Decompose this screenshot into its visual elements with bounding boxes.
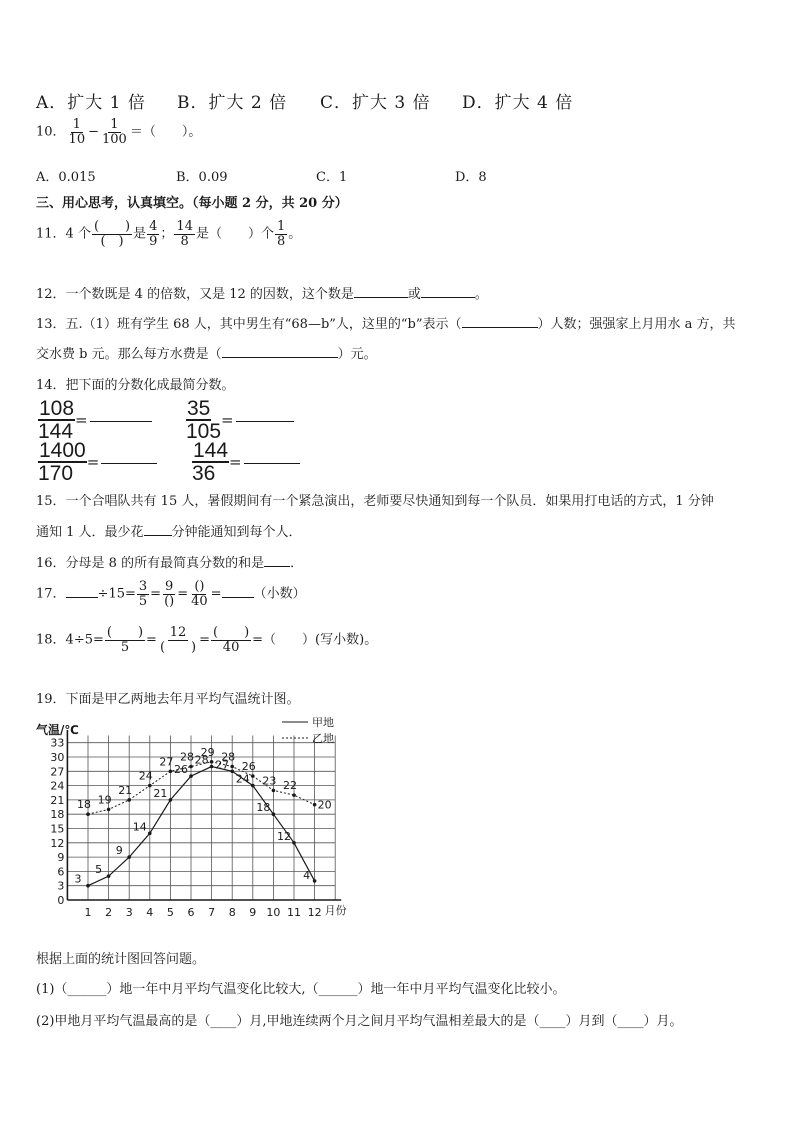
data-point	[86, 812, 90, 816]
q13-blank-2[interactable]	[222, 345, 338, 358]
x-tick-label: 11	[287, 906, 301, 919]
data-point	[107, 808, 111, 812]
q15-blank[interactable]	[144, 523, 172, 536]
data-point	[189, 765, 193, 769]
q13-text-1b: ）人数；强强家上月用水 a 方，共	[537, 317, 736, 332]
question-12	[36, 283, 488, 302]
q11-f1-den: 9	[149, 233, 158, 249]
q11-f2-num: 14	[176, 219, 193, 234]
q10-number: 10．	[36, 124, 66, 140]
data-point	[251, 774, 255, 778]
data-point	[313, 879, 317, 883]
q11-f2-den: 8	[180, 233, 189, 249]
q14-f3-num: 1400	[39, 439, 86, 462]
sub-question-1: (1)（______）地一年中月平均气温变化比较大,（______）地一年中月平均气温变化比较小。	[36, 982, 566, 997]
data-label: 26	[174, 763, 188, 777]
question-13-line-2	[36, 343, 377, 362]
q14-answer-line-3[interactable]	[87, 453, 158, 471]
q17-f3-num: ()	[194, 579, 205, 594]
q14-fraction-108-144	[38, 398, 75, 442]
question-19: 19．下面是甲乙两地去年月平均气温统计图。	[36, 692, 300, 707]
temperature-line-chart	[34, 712, 364, 934]
q12-or: 或	[407, 287, 421, 302]
data-label: 12	[277, 829, 291, 843]
q14-fraction-35-105	[186, 398, 221, 442]
y-tick-label: 18	[50, 808, 65, 822]
data-label: 28	[180, 750, 194, 764]
q13-text-2b: ）元。	[337, 347, 377, 362]
data-point	[313, 803, 317, 807]
data-point	[210, 765, 214, 769]
x-tick-label: 2	[105, 906, 113, 919]
x-tick-label: 6	[187, 906, 195, 919]
answer-intro: 根据上面的统计图回答问题。	[36, 952, 206, 967]
y-tick-label: 12	[50, 836, 65, 850]
q18-f1-num: ( )	[106, 625, 144, 640]
q18-eq-1: =	[146, 632, 157, 648]
q14-f1-num: 108	[39, 397, 75, 420]
q11-fraction-1-8	[275, 220, 287, 248]
x-tick-label: 1	[84, 906, 92, 919]
q10-fraction-1	[67, 118, 88, 146]
data-point	[230, 765, 234, 769]
data-point	[210, 760, 214, 764]
q10-option-c: C．1	[316, 170, 348, 185]
q14-eq-4: =	[229, 453, 242, 471]
x-tick-label: 12	[307, 906, 322, 919]
q17-eq-2: =	[177, 586, 189, 602]
q18-fraction-5	[105, 626, 145, 654]
data-point	[148, 784, 152, 788]
data-label: 4	[303, 868, 311, 882]
q14-f2-num: 35	[187, 397, 211, 420]
q18-fraction-40	[211, 626, 251, 654]
q17-f3-den: 40	[191, 593, 208, 609]
data-label: 24	[235, 772, 250, 786]
y-tick-label: 0	[57, 894, 65, 907]
data-point	[169, 798, 173, 802]
q17-end: （小数）	[253, 586, 306, 602]
question-18	[36, 626, 377, 654]
q17-f1-den: 5	[138, 593, 148, 609]
data-label: 21	[118, 783, 133, 797]
q10-fraction-2	[100, 118, 129, 146]
q18-f3-num: ( )	[213, 625, 250, 640]
q18-f2-den: ( )	[159, 639, 197, 655]
data-label: 14	[132, 820, 147, 834]
q14-eq-1: =	[75, 411, 88, 429]
q14-eq-2: =	[221, 411, 234, 429]
q11-blank-num: ( )	[93, 219, 131, 234]
data-point	[272, 812, 276, 816]
q10-minus: −	[88, 124, 99, 140]
q11-f3-num: 1	[276, 219, 286, 234]
y-tick-label: 15	[50, 822, 65, 836]
question-14: 14．把下面的分数化成最简分数。	[36, 378, 235, 393]
q18-f2-num: 12	[169, 625, 187, 640]
q11-fraction-14-8	[174, 220, 195, 248]
q17-f2-num: 9	[165, 579, 174, 594]
y-tick-label: 30	[50, 751, 65, 764]
q9-option-c: C．扩大 3 倍	[320, 93, 431, 113]
q14-fraction-144-36	[192, 440, 229, 484]
q11-mid: 是（ ）个	[195, 226, 274, 242]
data-label: 24	[138, 769, 153, 783]
q17-fraction-9	[162, 580, 176, 608]
data-point	[127, 798, 131, 802]
data-point	[86, 884, 90, 888]
question-17	[36, 580, 306, 608]
q17-blank-1[interactable]	[66, 585, 98, 598]
y-tick-label: 27	[50, 765, 65, 779]
data-label: 23	[262, 774, 277, 788]
q10-f2-den: 100	[102, 131, 127, 147]
q17-div: ÷15=	[97, 586, 136, 602]
question-10	[36, 118, 201, 146]
y-tick-label: 24	[50, 779, 65, 793]
q11-f3-den: 8	[276, 233, 286, 249]
x-tick-label: 5	[166, 906, 174, 919]
question-13-line-1	[36, 313, 736, 332]
q11-blank-den: ( )	[100, 233, 124, 249]
y-tick-label: 21	[50, 793, 65, 807]
data-label: 28	[194, 753, 209, 767]
legend-label: 甲地	[312, 716, 334, 729]
legend-label: 乙地	[312, 732, 334, 745]
y-tick-label: 6	[57, 865, 65, 879]
q11-f1-num: 4	[149, 219, 158, 234]
q14-item-1	[38, 398, 152, 442]
question-15-line-1: 15．一个合唱队共有 15 人，暑假期间有一个紧急演出，老师要尽快通知到每一个队员．如果用打电话的方式，1 分钟	[36, 494, 714, 509]
data-label: 27	[215, 758, 230, 772]
q17-fraction-3-5	[137, 580, 149, 608]
q11-end: 。	[288, 226, 302, 242]
q18-end: =（ ）(写小数)。	[252, 632, 378, 648]
q17-f1-num: 3	[138, 579, 148, 594]
q18-eq-2: =	[199, 632, 210, 648]
data-label: 19	[97, 793, 112, 807]
q10-f1-den: 10	[68, 131, 86, 147]
sub-question-2: (2)甲地月平均气温最高的是（____）月,甲地连续两个月之间月平均气温相差最大的是（____）月到（____）月。	[36, 1014, 683, 1029]
q9-option-b: B．扩大 2 倍	[177, 93, 288, 113]
q13-text-1a: 13．五.（1）班有学生 68 人，其中男生有“68—b”人，这里的“b”表示（	[36, 317, 462, 332]
y-tick-label: 9	[57, 851, 65, 865]
q11-fraction-4-9	[147, 220, 159, 248]
q14-f4-den: 36	[192, 462, 216, 485]
q12-end: 。	[474, 287, 488, 302]
data-label: 21	[153, 786, 168, 800]
x-tick-label: 9	[249, 906, 257, 919]
q18-prefix: 18．4÷5=	[36, 632, 104, 648]
q17-number: 17．	[36, 586, 66, 602]
q17-blank-2[interactable]	[222, 585, 254, 598]
q11-sep: ；	[160, 226, 174, 242]
q14-answer-line-2[interactable]	[221, 411, 294, 429]
data-label: 28	[221, 750, 236, 764]
q9-option-d: D．扩大 4 倍	[462, 93, 574, 113]
y-tick-label: 33	[50, 736, 65, 750]
data-point	[148, 831, 152, 835]
data-label: 9	[115, 844, 123, 858]
question-16	[36, 552, 303, 571]
question-11	[36, 220, 301, 248]
data-point	[251, 784, 255, 788]
q10-f2-num: 1	[110, 117, 119, 132]
x-tick-label: 3	[125, 906, 133, 919]
section-3-header: 三、用心思考，认真填空。（每小题 2 分，共 20 分）	[36, 196, 348, 211]
y-tick-label: 3	[57, 879, 65, 893]
data-label: 3	[74, 872, 82, 886]
data-point	[292, 841, 296, 845]
q10-f1-num: 1	[72, 117, 81, 132]
q14-f1-den: 144	[38, 420, 74, 443]
q16-text: 16．分母是 8 的所有最简真分数的和是	[36, 556, 265, 571]
x-axis-label: 月份	[324, 904, 347, 917]
data-point	[292, 793, 296, 797]
q9-option-a: A．扩大 1 倍	[36, 93, 146, 113]
data-point	[107, 874, 111, 878]
q11-is: 是	[133, 226, 147, 242]
q12-blank-2[interactable]	[421, 285, 475, 298]
q14-answer-line-1[interactable]	[75, 411, 152, 429]
q17-f2-den: ()	[164, 593, 175, 609]
q11-blank-fraction	[92, 220, 132, 248]
x-tick-label: 8	[228, 906, 236, 919]
q16-end: ．	[290, 556, 304, 571]
data-label: 18	[77, 798, 91, 812]
q18-fraction-12	[158, 626, 198, 654]
q14-item-2	[186, 398, 294, 442]
data-label: 18	[256, 801, 271, 815]
q17-eq-1: =	[150, 586, 162, 602]
data-point	[169, 770, 173, 774]
q10-option-d: D．8	[455, 170, 487, 185]
data-point	[272, 789, 276, 793]
q15-text-a: 通知 1 人．最少花	[36, 525, 144, 540]
y-axis-label: 气温/℃	[36, 723, 79, 737]
q13-blank-1[interactable]	[462, 315, 538, 328]
data-label: 20	[317, 798, 332, 812]
data-label: 26	[241, 760, 256, 774]
q12-text: 12．一个数既是 4 的倍数，又是 12 的因数，这个数是	[36, 287, 354, 302]
question-15-line-2	[36, 521, 302, 540]
q17-fraction-40	[189, 580, 210, 608]
data-label: 5	[95, 863, 103, 877]
q14-item-3	[38, 440, 157, 484]
data-label: 27	[159, 755, 174, 769]
q18-f3-den: 40	[222, 639, 240, 655]
q14-answer-line-4[interactable]	[229, 453, 300, 471]
q13-text-2a: 交水费 b 元。那么每方水费是（	[36, 347, 222, 362]
data-point	[127, 855, 131, 859]
q14-f4-num: 144	[193, 439, 229, 462]
data-label: 22	[283, 779, 297, 793]
q10-rest: ＝（ ）。	[129, 124, 202, 140]
q14-f2-den: 105	[186, 420, 222, 443]
data-point	[189, 774, 193, 778]
q14-eq-3: =	[86, 453, 100, 471]
data-label: 29	[200, 745, 215, 759]
x-tick-label: 7	[208, 906, 216, 919]
q17-eq-3: =	[210, 586, 222, 602]
q15-text-b: 分钟能通知到每个人．	[171, 525, 302, 540]
q16-blank[interactable]	[264, 554, 290, 567]
q11-prefix: 11．4 个	[36, 226, 91, 242]
q14-fraction-1400-170	[38, 440, 87, 484]
x-tick-label: 10	[266, 906, 281, 919]
data-point	[230, 770, 234, 774]
x-tick-label: 4	[146, 906, 154, 919]
q18-f1-den: 5	[120, 639, 130, 655]
q10-option-b: B．0.09	[176, 170, 228, 185]
q10-option-a: A．0.015	[36, 170, 96, 185]
q14-f3-den: 170	[38, 462, 74, 485]
q12-blank-1[interactable]	[354, 285, 408, 298]
q14-item-4	[192, 440, 300, 484]
